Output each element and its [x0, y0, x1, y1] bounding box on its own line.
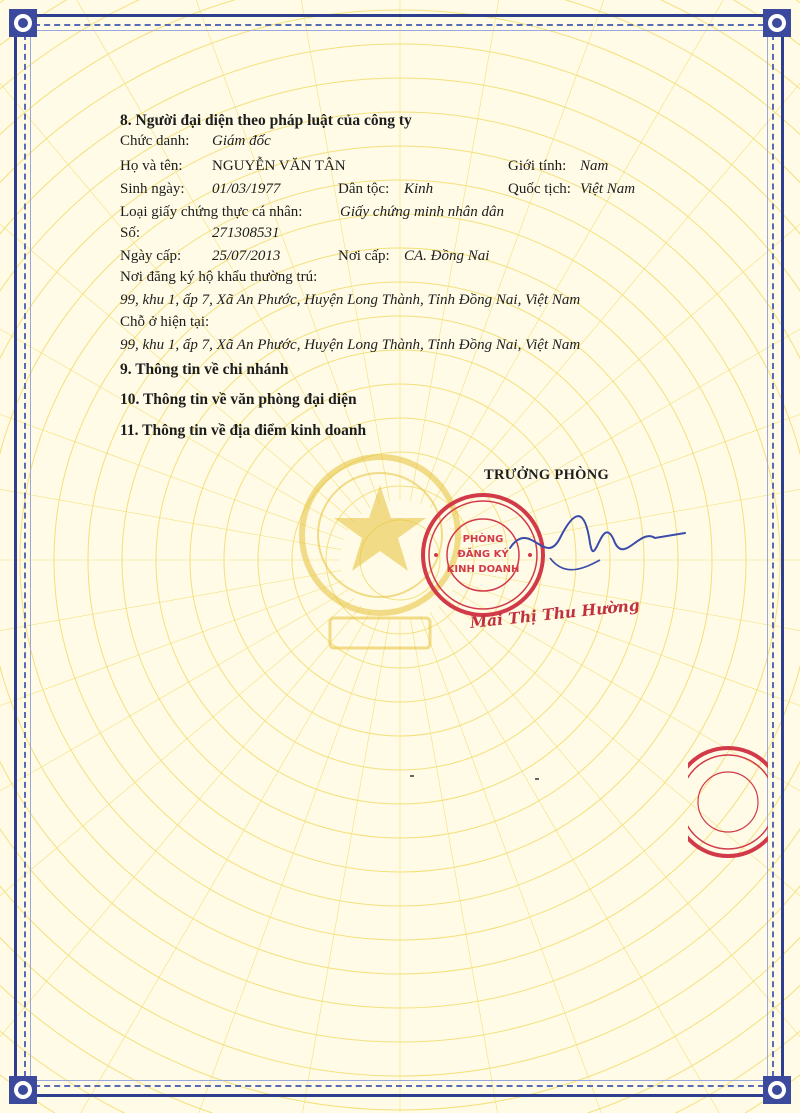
noi-cap-label: Nơi cấp: — [338, 248, 390, 264]
cho-o-label: Chỗ ở hiện tại: — [120, 314, 210, 330]
loai-giay-value: Giấy chứng minh nhân dân — [340, 204, 504, 220]
mark-dot — [410, 775, 414, 777]
section-8-heading: 8. Người đại diện theo pháp luật của công ty — [120, 112, 412, 129]
ho-ten-value: NGUYỄN VĂN TÂN — [212, 158, 346, 174]
loai-giay-label: Loại giấy chứng thực cá nhân: — [120, 204, 303, 220]
dan-toc-value: Kinh — [404, 181, 434, 197]
noi-cap-value: CA. Đồng Nai — [404, 248, 490, 264]
signature-title: TRƯỞNG PHÒNG — [484, 467, 610, 483]
ngay-cap-label: Ngày cấp: — [120, 248, 182, 264]
ngay-cap-value: 25/07/2013 — [212, 248, 281, 264]
section-9-heading: 9. Thông tin về chi nhánh — [120, 361, 289, 378]
sinh-ngay-label: Sinh ngày: — [120, 181, 185, 197]
stamp-line-1: PHÒNG — [462, 534, 504, 545]
signature-scribble — [490, 488, 690, 598]
cho-o-value: 99, khu 1, ấp 7, Xã An Phước, Huyện Long Thành, Tỉnh Đồng Nai, Việt Nam — [120, 337, 581, 353]
chuc-danh-value: Giám đốc — [212, 133, 271, 149]
quoc-tich-value: Việt Nam — [580, 181, 636, 197]
dan-toc-label: Dân tộc: — [338, 181, 390, 197]
mark-dot — [535, 778, 539, 780]
ho-ten-label: Họ và tên: — [120, 158, 183, 174]
signer-name: Mai Thị Thu Hường — [469, 595, 641, 632]
sinh-ngay-value: 01/03/1977 — [212, 181, 281, 197]
stamp-line-3: KINH DOANH — [446, 564, 520, 575]
chuc-danh-label: Chức danh: — [120, 133, 190, 149]
section-10-heading: 10. Thông tin về văn phòng đại diện — [120, 391, 357, 408]
ho-khau-value: 99, khu 1, ấp 7, Xã An Phước, Huyện Long Thành, Tỉnh Đồng Nai, Việt Nam — [120, 292, 581, 308]
quoc-tich-label: Quốc tịch: — [508, 181, 571, 197]
edge-stamp — [688, 745, 768, 860]
ho-khau-label: Nơi đăng ký hộ khẩu thường trú: — [120, 269, 318, 285]
gioi-tinh-label: Giới tính: — [508, 158, 567, 174]
stamp-line-2: ĐĂNG KÝ — [457, 549, 509, 560]
so-label: Số: — [120, 225, 141, 241]
section-11-heading: 11. Thông tin về địa điểm kinh doanh — [120, 422, 367, 439]
gioi-tinh-value: Nam — [580, 158, 609, 174]
so-value: 271308531 — [212, 225, 280, 241]
